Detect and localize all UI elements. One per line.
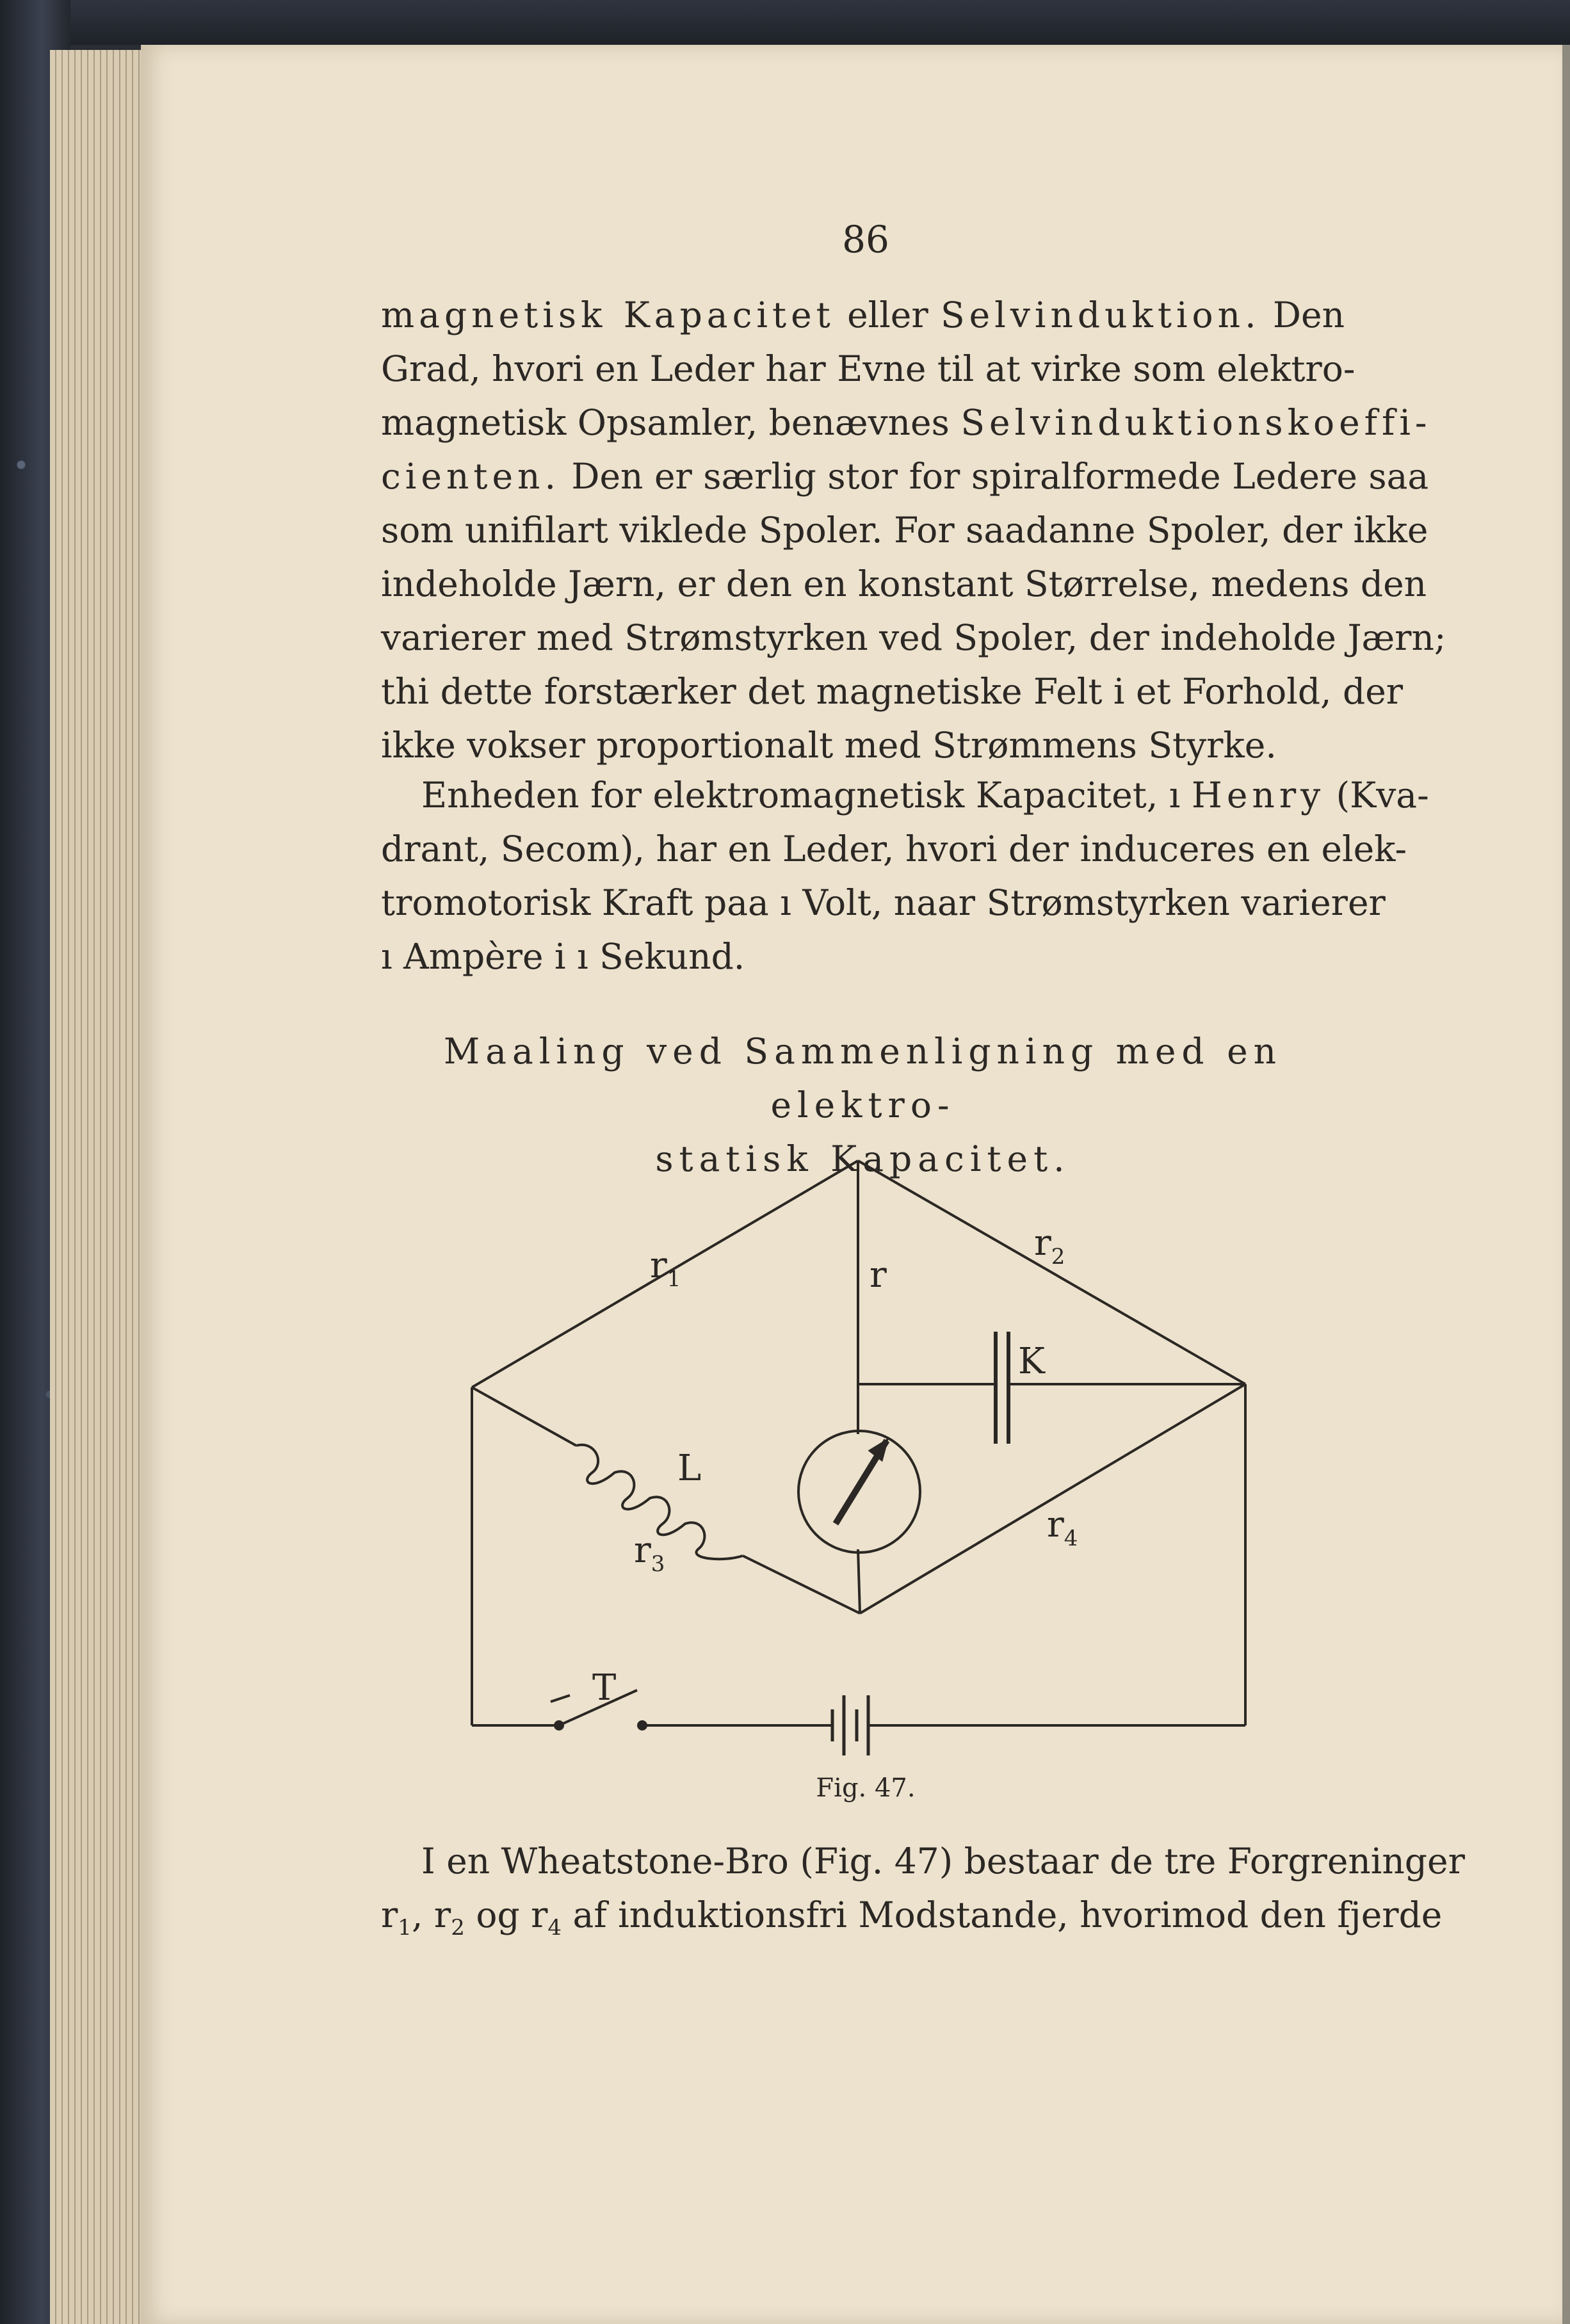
label-r: r bbox=[870, 1254, 887, 1296]
wire-r4 bbox=[860, 1384, 1245, 1613]
paragraph-3-line-2: $r_1$, $r_2$ og $r_4$ af induktionsfri Modstande, hvorimod den fjerde bbox=[381, 1894, 1443, 1941]
paragraph1-line: Grad, hvori en Leder har Evne til at virke som elektro- bbox=[381, 348, 1356, 389]
label-L: L bbox=[677, 1448, 702, 1489]
paragraph1-line: thi dette forstærker det magnetiske Felt i et Forhold, der bbox=[381, 671, 1404, 712]
heading-line-1: Maaling ved Sammenligning med en elektro- bbox=[443, 1031, 1283, 1126]
wire-r3-b bbox=[743, 1556, 860, 1613]
wire-r2 bbox=[858, 1161, 1245, 1384]
needle-arrowhead bbox=[870, 1440, 887, 1460]
paragraph2-line: Enheden for elektromagnetisk Kapacitet, ı Henry (Kva- bbox=[421, 775, 1429, 816]
page-number: 86 bbox=[842, 218, 889, 261]
inductor-coil bbox=[576, 1445, 743, 1559]
wire-galvanometer-bottom bbox=[858, 1549, 860, 1613]
paragraph1-line: indeholde Jærn, er den en konstant Størrelse, medens den bbox=[381, 563, 1427, 604]
paragraph1-line: varierer med Strømstyrken ved Spoler, der indeholde Jærn; bbox=[381, 617, 1446, 658]
switch-contact bbox=[637, 1720, 647, 1731]
paragraph-3 bbox=[381, 1834, 1465, 1942]
galvanometer bbox=[798, 1431, 920, 1553]
switch-handle bbox=[551, 1695, 570, 1702]
label-r4: $r_4$ bbox=[1047, 1504, 1078, 1551]
switch-pivot bbox=[554, 1720, 564, 1731]
paragraph1-line: cienten. Den er særlig stor for spiralformede Ledere saa bbox=[381, 456, 1429, 497]
paragraph2-line: tromotorisk Kraft paa ı Volt, naar Strømstyrken varierer bbox=[381, 882, 1386, 923]
label-r2: $r_2$ bbox=[1034, 1222, 1065, 1270]
paragraph1-line: magnetisk Opsamler, benævnes Selvinduktionskoeffi- bbox=[381, 402, 1432, 443]
paragraph1-line: som unifilart viklede Spoler. For saadanne Spoler, der ikke bbox=[381, 510, 1428, 551]
wire-r3-a bbox=[472, 1387, 576, 1446]
figure-caption: Fig. 47. bbox=[816, 1773, 916, 1803]
paragraph1-line: magnetisk Kapacitet eller Selvinduktion. Den bbox=[381, 295, 1345, 335]
paragraph2-line: drant, Secom), har en Leder, hvori der induceres en elek- bbox=[381, 828, 1407, 869]
paragraph2-line: ı Ampère i ı Sekund. bbox=[381, 936, 745, 977]
label-K: K bbox=[1018, 1341, 1045, 1382]
label-r1: $r_1$ bbox=[650, 1245, 681, 1292]
label-T: T bbox=[592, 1667, 617, 1709]
paragraph1-line: ikke vokser proportionalt med Strømmens Styrke. bbox=[381, 725, 1277, 766]
label-r3: $r_3$ bbox=[634, 1529, 665, 1577]
heading-line-2: statisk Kapacitet. bbox=[655, 1138, 1071, 1179]
paragraph-3-line-1: I en Wheatstone-Bro (Fig. 47) bestaar de tre Forgreninger bbox=[421, 1841, 1465, 1882]
